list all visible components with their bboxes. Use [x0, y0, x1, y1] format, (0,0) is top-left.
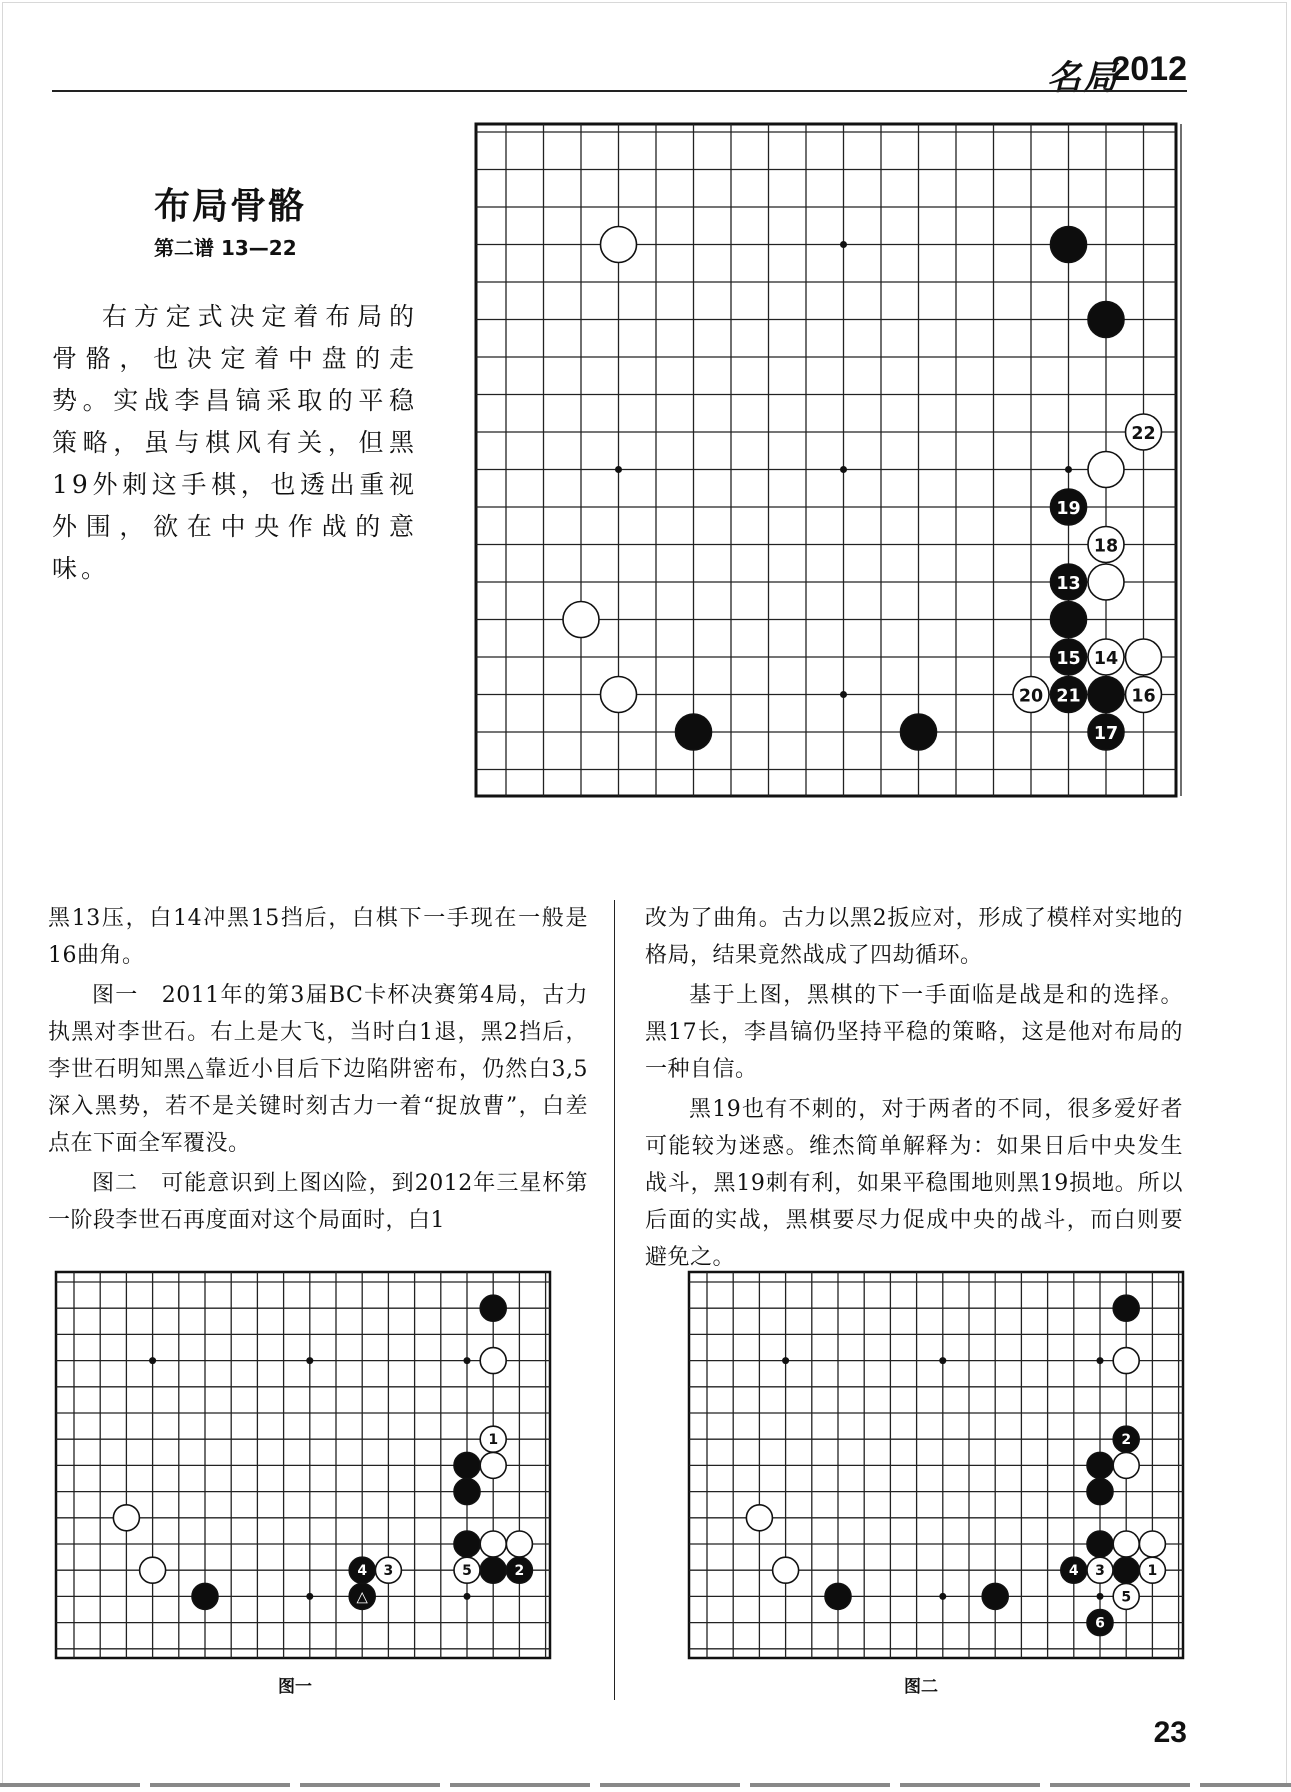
figure2-caption: 图二 [904, 1677, 938, 1697]
fig1-board-white-stone [480, 1452, 506, 1478]
move-number-label: 15 [1056, 648, 1081, 669]
fig1-board-white-stone [480, 1531, 506, 1557]
fig2-board-white-stone [1139, 1557, 1165, 1583]
fig1-board-white-stone [375, 1557, 401, 1583]
fig1-board-white-stone [113, 1505, 139, 1531]
move-number-label: 19 [1056, 498, 1081, 519]
main-board-black-stone [901, 714, 937, 750]
stone-disc [1088, 452, 1124, 488]
fig1-board-white-stone [506, 1531, 532, 1557]
page-number: 23 [1153, 1716, 1187, 1749]
stone-disc [480, 1452, 506, 1478]
fig2-board-white-stone [773, 1557, 799, 1583]
move-number-label: 22 [1131, 423, 1156, 444]
fig2-board-black-stone [1113, 1426, 1139, 1452]
fig2-board-star-point [782, 1357, 789, 1364]
move-number-label: 5 [462, 1563, 472, 1580]
stone-disc [454, 1479, 480, 1505]
main-board-white-stone [1088, 639, 1124, 675]
figure1-go-board [52, 1270, 557, 1662]
stone-disc [601, 677, 637, 713]
column-divider [614, 900, 615, 1700]
stone-disc [1087, 1452, 1113, 1478]
fig1-board-black-stone [480, 1295, 506, 1321]
fig2-board-black-stone [1061, 1557, 1087, 1583]
fig2-board-white-stone [1087, 1557, 1113, 1583]
scan-edge [0, 1783, 1291, 1787]
stone-disc [454, 1531, 480, 1557]
stone-disc [825, 1583, 851, 1609]
fig1-board-star-point [149, 1357, 156, 1364]
main-board-star-point [615, 466, 622, 473]
move-number-label: 3 [1095, 1563, 1105, 1580]
move-number-label: 6 [1095, 1615, 1105, 1632]
fig2-board-star-point [939, 1593, 946, 1600]
fig1-board-black-stone [454, 1531, 480, 1557]
fig1-board-black-stone [349, 1557, 375, 1583]
fig2-board-star-point [1097, 1593, 1104, 1600]
header-rule [52, 90, 1187, 92]
move-number-label: 1 [1147, 1563, 1158, 1580]
fig1-board-star-point [464, 1593, 471, 1600]
main-board-black-stone [1088, 302, 1124, 338]
main-board-white-stone [1126, 639, 1162, 675]
move-number-label: 21 [1056, 686, 1081, 707]
figure2-go-board [685, 1270, 1190, 1662]
move-number-label: 3 [383, 1563, 394, 1580]
header-year: 2012 [1111, 50, 1187, 88]
stone-disc [1113, 1348, 1139, 1374]
move-number-label: 4 [357, 1563, 368, 1580]
fig2-board-black-stone [1087, 1479, 1113, 1505]
main-board-black-stone [1051, 489, 1087, 525]
body-column-left [48, 900, 588, 1242]
stone-disc [113, 1505, 139, 1531]
move-number-label: 4 [1068, 1563, 1079, 1580]
stone-disc [454, 1452, 480, 1478]
main-board-star-point [1065, 466, 1072, 473]
figure1-caption: 图一 [278, 1677, 312, 1697]
header-logo-text: 名局 [1047, 58, 1119, 98]
fig1-board-black-stone [192, 1583, 218, 1609]
stone-disc [1087, 1531, 1113, 1557]
fig2-board-black-stone [1087, 1452, 1113, 1478]
main-board-white-stone [1013, 677, 1049, 713]
main-board-black-stone [1051, 639, 1087, 675]
stone-disc [563, 602, 599, 638]
main-board-white-stone [1088, 527, 1124, 563]
fig2-board-white-stone [1113, 1348, 1139, 1374]
stone-disc [192, 1583, 218, 1609]
fig2-board-star-point [939, 1357, 946, 1364]
fig2-board-white-stone [1113, 1583, 1139, 1609]
stone-disc [480, 1531, 506, 1557]
main-board-white-stone [1088, 452, 1124, 488]
stone-disc [1126, 639, 1162, 675]
intro-paragraph: 右方定式决定着布局的骨骼，也决定着中盘的走势。实战李昌镐采取的平稳策略，虽与棋风有关，但黑19外刺这手棋，也透出重视外围，欲在中央作战的意味。 [52, 302, 418, 583]
main-board-black-stone [1051, 602, 1087, 638]
stone-disc [1051, 602, 1087, 638]
stone-disc [676, 714, 712, 750]
fig1-board-black-stone [454, 1452, 480, 1478]
fig2-board-white-stone [1139, 1531, 1165, 1557]
main-board-white-stone [1088, 564, 1124, 600]
fig2-board-black-stone [1113, 1295, 1139, 1321]
fig2-board-white-stone [746, 1505, 772, 1531]
article-subtitle: 第二谱 13—22 [154, 236, 297, 260]
fig2-board-black-stone [1113, 1557, 1139, 1583]
body-paragraph: 黑19也有不刺的，对于两者的不同，很多爱好者可能较为迷惑。维杰简单解释为：如果日后中央发生战斗，黑19刺有利，如果平稳围地则黑19损地。所以后面的实战，黑棋要尽力促成中央的战斗，而白则要避免之。 [645, 1097, 1183, 1270]
stone-disc [1113, 1557, 1139, 1583]
move-number-label: 5 [1121, 1589, 1132, 1606]
fig1-board-black-stone [454, 1479, 480, 1505]
main-board-white-stone [1126, 414, 1162, 450]
stone-disc [1087, 1479, 1113, 1505]
fig2-board-black-stone [1087, 1531, 1113, 1557]
main-board-black-stone [1051, 564, 1087, 600]
move-number-label: △ [356, 1588, 368, 1606]
move-number-label: 13 [1056, 573, 1081, 594]
move-number-label: 20 [1018, 686, 1044, 707]
main-go-board [470, 120, 1182, 804]
stone-disc [140, 1557, 166, 1583]
stone-disc [480, 1348, 506, 1374]
fig1-board-black-stone [480, 1557, 506, 1583]
article-intro [52, 296, 418, 590]
stone-disc [1113, 1531, 1139, 1557]
fig2-board-white-stone [1113, 1531, 1139, 1557]
body-column-right [645, 900, 1183, 1279]
main-board-black-stone [1088, 677, 1124, 713]
fig2-board-star-point [1097, 1357, 1104, 1364]
stone-disc [1088, 677, 1124, 713]
fig1-board-black-stone [349, 1583, 375, 1609]
stone-disc [506, 1531, 532, 1557]
body-paragraph: 图一 2011年的第3届BC卡杯决赛第4局，古力执黑对李世石。右上是大飞，当时白1退，黑2挡后，李世石明知黑△靠近小目后下边陷阱密布，仍然白3,5深入黑势，若不是关键时刻古力一着“捉放曹”，白差点在下面全军覆没。 [48, 983, 588, 1156]
stone-disc [1139, 1531, 1165, 1557]
stone-disc [480, 1295, 506, 1321]
stone-disc [746, 1505, 772, 1531]
stone-disc [1113, 1295, 1139, 1321]
body-paragraph: 基于上图，黑棋的下一手面临是战是和的选择。黑17长，李昌镐仍坚持平稳的策略，这是他对布局的一种自信。 [645, 983, 1183, 1082]
main-board-black-stone [1051, 227, 1087, 263]
stone-disc [1051, 227, 1087, 263]
stone-disc [773, 1557, 799, 1583]
move-number-label: 1 [488, 1432, 499, 1449]
fig1-board-star-point [464, 1357, 471, 1364]
move-number-label: 2 [1121, 1432, 1132, 1449]
move-number-label: 17 [1093, 723, 1119, 744]
stone-disc [601, 227, 637, 263]
stone-disc [1088, 302, 1124, 338]
body-paragraph: 改为了曲角。古力以黑2扳应对，形成了模样对实地的格局，结果竟然战成了四劫循环。 [645, 906, 1183, 968]
article-title: 布局骨骼 [154, 186, 307, 227]
main-board-black-stone [1088, 714, 1124, 750]
main-board-white-stone [563, 602, 599, 638]
move-number-label: 14 [1093, 648, 1119, 669]
fig1-board-white-stone [140, 1557, 166, 1583]
main-board-star-point [840, 691, 847, 698]
stone-disc [480, 1557, 506, 1583]
fig1-board-white-stone [454, 1557, 480, 1583]
stone-disc [901, 714, 937, 750]
fig1-board-star-point [306, 1357, 313, 1364]
main-board-white-stone [601, 227, 637, 263]
main-board-star-point [840, 466, 847, 473]
fig2-board-black-stone [825, 1583, 851, 1609]
stone-disc [1113, 1452, 1139, 1478]
fig1-board-white-stone [480, 1426, 506, 1452]
main-board-black-stone [1051, 677, 1087, 713]
fig2-board-black-stone [982, 1583, 1008, 1609]
move-number-label: 2 [514, 1563, 525, 1580]
main-board-white-stone [1126, 677, 1162, 713]
fig1-board-star-point [306, 1593, 313, 1600]
fig2-board-white-stone [1113, 1452, 1139, 1478]
move-number-label: 18 [1093, 536, 1119, 557]
stone-disc [982, 1583, 1008, 1609]
main-board-white-stone [601, 677, 637, 713]
body-paragraph: 图二 可能意识到上图凶险，到2012年三星杯第一阶段李世石再度面对这个局面时，白1 [48, 1171, 588, 1233]
main-board-star-point [840, 241, 847, 248]
fig2-board-black-stone [1087, 1610, 1113, 1636]
fig1-board-white-stone [480, 1348, 506, 1374]
main-board-black-stone [676, 714, 712, 750]
fig1-board-black-stone [506, 1557, 532, 1583]
move-number-label: 16 [1131, 686, 1156, 707]
stone-disc [1088, 564, 1124, 600]
body-paragraph: 黑13压，白14冲黑15挡后，白棋下一手现在一般是16曲角。 [48, 906, 588, 968]
